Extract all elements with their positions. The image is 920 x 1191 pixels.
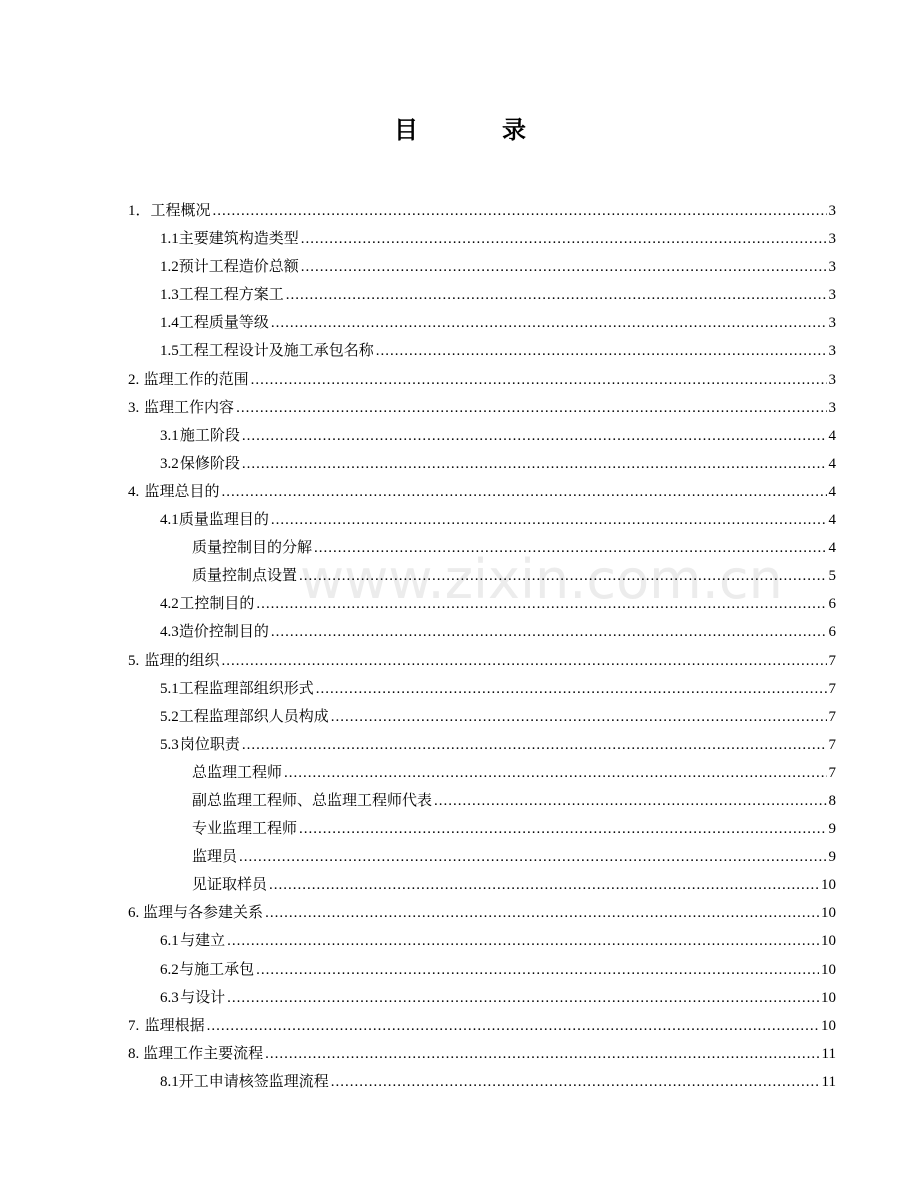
toc-entry-title: 工程监理部组织形式 bbox=[178, 678, 314, 697]
toc-entry-title: 工程概况 bbox=[150, 201, 211, 219]
dot-leader bbox=[269, 871, 819, 899]
toc-entry-title: 见证取样员 bbox=[192, 875, 268, 894]
toc-entry-title: 主要建筑构造类型 bbox=[178, 229, 299, 248]
toc-entry-title: 保修阶段 bbox=[179, 453, 240, 472]
toc-entry-title: 工控制目的 bbox=[179, 594, 255, 613]
toc-entry-page-number: 7 bbox=[828, 680, 836, 697]
toc-entry-page-number: 4 bbox=[828, 455, 836, 472]
dot-leader bbox=[256, 590, 826, 618]
toc-entry[interactable] bbox=[128, 926, 836, 954]
toc-entry-title: 与施工承包 bbox=[179, 959, 255, 978]
toc-entry-page-number: 4 bbox=[828, 512, 836, 529]
toc-entry[interactable] bbox=[128, 365, 836, 393]
toc-entry[interactable] bbox=[128, 252, 836, 280]
dot-leader bbox=[227, 984, 819, 1012]
dot-leader bbox=[242, 450, 827, 478]
toc-entry[interactable] bbox=[128, 449, 836, 477]
dot-leader bbox=[207, 1012, 819, 1040]
toc-entry-page-number: 3 bbox=[828, 315, 836, 332]
toc-entry-number: 5.1 bbox=[160, 680, 179, 697]
dot-leader bbox=[376, 337, 827, 365]
toc-entry-title: 监理的组织 bbox=[144, 650, 220, 669]
toc-entry-page-number: 6 bbox=[828, 624, 836, 641]
toc-entry-number: 4.3 bbox=[160, 624, 179, 641]
toc-entry-number: 8.1 bbox=[160, 1073, 179, 1090]
toc-entry[interactable] bbox=[128, 870, 836, 898]
toc-entry[interactable] bbox=[128, 955, 836, 983]
toc-entry-page-number: 4 bbox=[828, 483, 836, 500]
dot-leader bbox=[251, 366, 827, 394]
toc-entry[interactable] bbox=[128, 224, 836, 252]
toc-entry-title: 监理员 bbox=[192, 847, 238, 866]
toc-entry[interactable] bbox=[128, 393, 836, 421]
toc-entry-number: 1． bbox=[128, 203, 151, 219]
toc-entry-page-number: 9 bbox=[828, 821, 836, 838]
dot-leader bbox=[271, 309, 827, 337]
toc-entry-title: 质量控制点设置 bbox=[192, 566, 298, 585]
toc-entry-title: 质量监理目的 bbox=[178, 510, 269, 529]
toc-entry[interactable] bbox=[128, 1039, 836, 1067]
toc-entry-number: 3.2 bbox=[160, 455, 179, 472]
toc-entry[interactable] bbox=[128, 421, 836, 449]
toc-entry-number: 1.5 bbox=[160, 343, 179, 360]
toc-entry[interactable] bbox=[128, 308, 836, 336]
toc-entry-title: 施工阶段 bbox=[179, 425, 240, 444]
toc-entry-number: 8. bbox=[128, 1045, 140, 1062]
toc-entry-title: 监理工作的范围 bbox=[143, 369, 249, 388]
toc-entry[interactable] bbox=[128, 1067, 836, 1095]
dot-leader bbox=[331, 703, 827, 731]
toc-entry-page-number: 4 bbox=[828, 427, 836, 444]
toc-entry[interactable] bbox=[128, 336, 836, 364]
toc-entry-page-number: 10 bbox=[821, 1017, 836, 1034]
toc-entry[interactable] bbox=[128, 617, 836, 645]
dot-leader bbox=[314, 534, 826, 562]
toc-entry[interactable] bbox=[128, 1011, 836, 1039]
toc-entry[interactable] bbox=[128, 280, 836, 308]
toc-entry[interactable] bbox=[128, 730, 836, 758]
dot-leader bbox=[434, 787, 826, 815]
toc-entry[interactable] bbox=[128, 674, 836, 702]
dot-leader bbox=[331, 1068, 820, 1096]
dot-leader bbox=[236, 394, 826, 422]
toc-entry-title: 工程工程方案工 bbox=[178, 285, 284, 304]
dot-leader bbox=[242, 731, 827, 759]
toc-entry-page-number: 3 bbox=[828, 287, 836, 304]
toc-entry[interactable] bbox=[128, 786, 836, 814]
toc-entry-number: 1.4 bbox=[160, 315, 179, 332]
dot-leader bbox=[221, 478, 826, 506]
toc-entry-page-number: 3 bbox=[828, 259, 836, 276]
toc-entry-page-number: 3 bbox=[828, 203, 836, 219]
toc-entry[interactable] bbox=[128, 758, 836, 786]
toc-entry-number: 5. bbox=[128, 652, 140, 669]
toc-entry-page-number: 7 bbox=[828, 652, 836, 669]
toc-entry-page-number: 7 bbox=[828, 764, 836, 781]
toc-entry-page-number: 7 bbox=[828, 708, 836, 725]
toc-entry-title: 与设计 bbox=[180, 987, 226, 1006]
dot-leader bbox=[299, 815, 826, 843]
toc-entry-title: 岗位职责 bbox=[179, 734, 240, 753]
toc-entry[interactable] bbox=[128, 983, 836, 1011]
dot-leader bbox=[284, 759, 826, 787]
toc-entry-title: 总监理工程师 bbox=[192, 762, 283, 781]
toc-entry-number: 1.3 bbox=[160, 287, 179, 304]
toc-entry[interactable] bbox=[128, 646, 836, 674]
toc-entry-title: 监理总目的 bbox=[144, 481, 220, 500]
toc-entry-number: 3.1 bbox=[160, 427, 179, 444]
dot-leader bbox=[286, 281, 827, 309]
dot-leader bbox=[271, 618, 827, 646]
toc-entry-title: 工程工程设计及施工承包名称 bbox=[178, 341, 374, 360]
toc-entry-number: 4.2 bbox=[160, 596, 179, 613]
toc-entry-title: 副总监理工程师、总监理工程师代表 bbox=[192, 790, 433, 809]
dot-leader bbox=[301, 253, 827, 281]
toc-entry-number: 4. bbox=[128, 483, 140, 500]
toc-entry-title: 工程质量等级 bbox=[178, 313, 269, 332]
toc-entry-title: 预计工程造价总额 bbox=[178, 257, 299, 276]
toc-entry-number: 7. bbox=[128, 1017, 140, 1034]
toc-entry[interactable] bbox=[128, 561, 836, 589]
toc-entry-title: 工程监理部织人员构成 bbox=[178, 706, 329, 725]
toc-entry-page-number: 10 bbox=[821, 933, 836, 950]
toc-entry-title: 专业监理工程师 bbox=[192, 819, 298, 838]
watermark: www.zixin.com.cn bbox=[300, 548, 783, 611]
toc-entry[interactable] bbox=[128, 898, 836, 926]
toc-entry-title: 与建立 bbox=[180, 931, 226, 950]
toc-entry[interactable] bbox=[128, 505, 836, 533]
dot-leader bbox=[271, 506, 827, 534]
toc-entry[interactable] bbox=[128, 842, 836, 870]
toc-entry[interactable] bbox=[128, 533, 836, 561]
toc-entry-title: 监理工作内容 bbox=[144, 397, 235, 416]
dot-leader bbox=[213, 197, 827, 225]
toc-entry[interactable] bbox=[128, 477, 836, 505]
dot-leader bbox=[239, 843, 826, 871]
toc-entry[interactable] bbox=[128, 196, 836, 224]
toc-entry-page-number: 3 bbox=[828, 399, 836, 416]
toc-entry-number: 5.2 bbox=[160, 708, 179, 725]
dot-leader bbox=[265, 899, 819, 927]
title-char-1: 目 bbox=[394, 115, 418, 144]
toc-entry-page-number: 5 bbox=[828, 568, 836, 585]
toc-entry-page-number: 6 bbox=[828, 596, 836, 613]
toc-entry-page-number: 3 bbox=[828, 231, 836, 248]
toc-entry-number: 1.1 bbox=[160, 231, 179, 248]
toc-entry-page-number: 10 bbox=[821, 989, 836, 1006]
toc-entry-number: 4.1 bbox=[160, 512, 179, 529]
dot-leader bbox=[221, 647, 826, 675]
toc-entry-number: 6.2 bbox=[160, 961, 179, 978]
toc-entry-page-number: 10 bbox=[821, 877, 836, 894]
toc-entry-page-number: 10 bbox=[821, 961, 836, 978]
dot-leader bbox=[227, 927, 819, 955]
toc-entry-title: 开工申请核签监理流程 bbox=[178, 1071, 329, 1090]
toc-entry-page-number: 8 bbox=[828, 792, 836, 809]
toc-entry-number: 2. bbox=[128, 371, 140, 388]
page-title bbox=[0, 110, 920, 145]
dot-leader bbox=[265, 1040, 819, 1068]
title-char-2: 录 bbox=[502, 115, 526, 144]
toc-entry-page-number: 9 bbox=[828, 849, 836, 866]
toc-entry-page-number: 3 bbox=[828, 371, 836, 388]
toc-entry-title: 监理根据 bbox=[144, 1015, 205, 1034]
toc-entry-title: 监理与各参建关系 bbox=[143, 903, 264, 922]
toc-entry[interactable] bbox=[128, 814, 836, 842]
dot-leader bbox=[316, 675, 827, 703]
dot-leader bbox=[242, 422, 827, 450]
toc-entry[interactable] bbox=[128, 589, 836, 617]
toc-entry-number: 3. bbox=[128, 399, 140, 416]
toc-entry-title: 质量控制目的分解 bbox=[192, 538, 313, 557]
toc-entry-page-number: 3 bbox=[828, 343, 836, 360]
dot-leader bbox=[299, 562, 826, 590]
table-of-contents bbox=[128, 196, 836, 1095]
toc-entry-number: 5.3 bbox=[160, 736, 179, 753]
toc-entry-title: 监理工作主要流程 bbox=[143, 1043, 264, 1062]
dot-leader bbox=[301, 225, 827, 253]
toc-entry-page-number: 7 bbox=[828, 736, 836, 753]
toc-entry-page-number: 4 bbox=[828, 540, 836, 557]
toc-entry-number: 6.3 bbox=[160, 989, 179, 1006]
toc-entry-number: 6. bbox=[128, 905, 140, 922]
toc-entry[interactable] bbox=[128, 702, 836, 730]
toc-entry-number: 6.1 bbox=[160, 933, 179, 950]
toc-entry-page-number: 11 bbox=[821, 1045, 836, 1062]
dot-leader bbox=[256, 956, 819, 984]
toc-entry-number: 1.2 bbox=[160, 259, 179, 276]
toc-entry-page-number: 10 bbox=[821, 905, 836, 922]
toc-entry-page-number: 11 bbox=[821, 1073, 836, 1090]
toc-entry-title: 造价控制目的 bbox=[178, 622, 269, 641]
